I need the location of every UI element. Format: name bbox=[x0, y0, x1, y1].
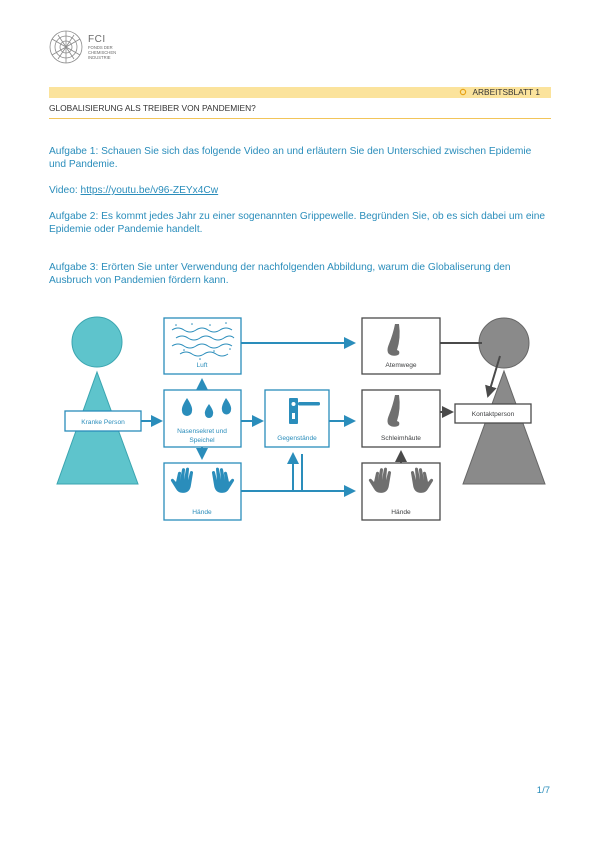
task-1: Aufgabe 1: Schauen Sie sich das folgende Video an und erläutern Sie den Unterschied zwischen Epidemie und Pandemie. bbox=[49, 146, 532, 170]
label-objects: Gegenstände bbox=[277, 435, 317, 442]
page-number: 1/7 bbox=[536, 785, 550, 796]
label-air: Luft bbox=[196, 362, 208, 369]
label-contact-person: Kontaktperson bbox=[471, 411, 515, 418]
label-mucosa: Schleimhäute bbox=[381, 435, 421, 442]
label-secretion-1: Nasensekret und bbox=[177, 428, 227, 435]
label-airways: Atemwege bbox=[385, 362, 417, 369]
video-label: Video: bbox=[49, 185, 81, 196]
label-hands-left: Hände bbox=[192, 509, 212, 516]
task-3: Aufgabe 3: Erörten Sie unter Verwendung der nachfolgenden Abbildung, warum die Globaliserung den Ausbruch von Pandemien fördern kann. bbox=[49, 262, 511, 286]
page-title: GLOBALISIERUNG ALS TREIBER VON PANDEMIEN? bbox=[49, 103, 256, 113]
label-sick-person: Kranke Person bbox=[81, 419, 125, 426]
worksheet-label: ARBEITSBLATT 1 bbox=[472, 87, 540, 97]
task-2: Aufgabe 2: Es kommt jedes Jahr zu einer sogenannten Grippewelle. Begründen Sie, ob es sich dabei um eine Epidemie oder Pandemie handelt. bbox=[49, 211, 546, 235]
logo-name: FCI bbox=[88, 34, 106, 45]
label-secretion-2: Speichel bbox=[189, 437, 215, 444]
video-link[interactable]: https://youtu.be/v96-ZEYx4Cw bbox=[80, 185, 219, 196]
label-hands-right: Hände bbox=[391, 509, 411, 516]
sick-person-figure bbox=[57, 317, 138, 484]
logo-subtitle: FONDS DER CHEMISCHEN INDUSTRIE bbox=[88, 45, 117, 60]
